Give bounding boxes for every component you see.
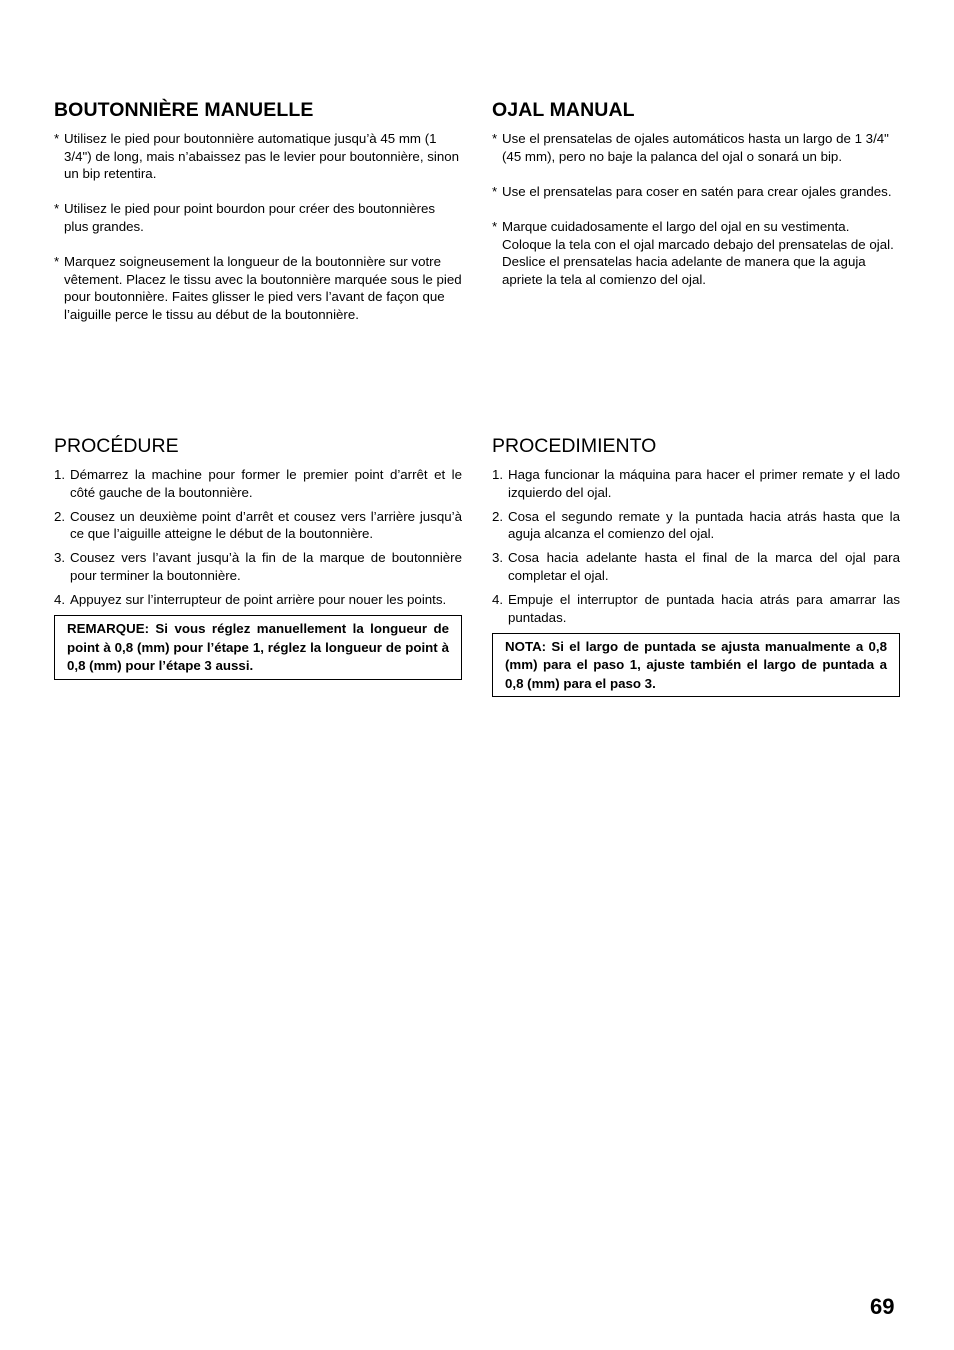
- step-number: 1.: [54, 467, 66, 482]
- step-number: 3.: [492, 550, 504, 566]
- french-bullet-list: [54, 130, 462, 324]
- bullet-item: [492, 218, 900, 288]
- step-text: Cousez un deuxième point d’arrêt et cousez vers l’arrière jusqu’à ce que l’aiguille atteigne le début de la boutonnière.: [70, 508, 462, 542]
- note-box-french: REMARQUE: Si vous réglez manuellement la longueur de point à 0,8 (mm) pour l’étape 1, réglez la longueur de point à 0,8 (mm) pour l’étape 3 aussi.: [54, 615, 462, 680]
- step-number: 2.: [492, 508, 504, 524]
- french-step-list: [54, 466, 462, 609]
- note-box-spanish: NOTA: Si el largo de puntada se ajusta manualmente a 0,8 (mm) para el paso 1, ajuste también el largo de puntada a 0,8 (mm) para el paso 3.: [492, 633, 900, 698]
- step-number: 2.: [54, 508, 66, 524]
- spanish-bullet-list: [492, 130, 900, 288]
- step-item: [492, 549, 900, 584]
- step-item: [54, 466, 462, 501]
- step-item: [492, 591, 900, 626]
- section-title-french: BOUTONNIÈRE MANUELLE: [54, 99, 314, 121]
- french-section: [54, 98, 462, 122]
- step-number: 1.: [492, 467, 504, 482]
- bullet-marker: *: [492, 183, 498, 199]
- bullet-text: Marque cuidadosamente el largo del ojal en su vestimenta. Coloque la tela con el ojal marcado debajo del prensatelas de ojal. Deslice el prensatelas hacia adelante de manera que la aguja apriete la tela al comienzo del ojal.: [502, 218, 894, 287]
- step-item: [54, 591, 462, 609]
- step-item: [492, 508, 900, 543]
- bullet-marker: *: [492, 131, 498, 146]
- step-text: Cosa hacia adelante hasta el final de la marca del ojal para completar el ojal.: [508, 550, 900, 583]
- bullet-item: [54, 130, 462, 183]
- spanish-procedure: [492, 434, 900, 697]
- spanish-section: [492, 98, 900, 122]
- step-text: Appuyez sur l’interrupteur de point arrière pour nouer les points.: [70, 592, 447, 608]
- page-number: 69: [870, 1294, 895, 1319]
- step-number: 3.: [54, 550, 66, 566]
- bullet-marker: *: [54, 131, 60, 146]
- step-text: Empuje el interruptor de puntada hacia atrás para amarrar las puntadas.: [508, 592, 900, 625]
- step-text: Haga funcionar la máquina para hacer el primer remate y el lado izquierdo del ojal.: [508, 467, 900, 500]
- bullet-item: [54, 253, 462, 323]
- step-text: Démarrez la machine pour former le premier point d’arrêt et le côté gauche de la boutonnière.: [70, 467, 462, 500]
- step-number: 4.: [54, 592, 66, 608]
- step-text: Cousez vers l’avant jusqu’à la fin de la marque de boutonnière pour terminer la boutonnière.: [70, 550, 462, 583]
- bullet-marker: *: [54, 254, 60, 270]
- bullet-text: Utilisez le pied pour point bourdon pour créer des boutonnières plus grandes.: [64, 201, 436, 234]
- procedure-title-french: PROCÉDURE: [54, 435, 179, 457]
- step-item: [54, 508, 462, 543]
- french-procedure: [54, 434, 462, 680]
- step-item: [492, 466, 900, 501]
- bullet-marker: *: [492, 218, 498, 234]
- section-title-spanish: OJAL MANUAL: [492, 99, 635, 121]
- spanish-step-list: [492, 466, 900, 626]
- bullet-item: [54, 200, 462, 235]
- bullet-marker: *: [54, 201, 60, 217]
- bullet-text: Marquez soigneusement la longueur de la boutonnière sur votre vêtement. Placez le tissu avec la boutonnière marquée sous le pied pour boutonnière. Faites glisser le pied vers l’avant de façon que l’aiguille perce le tissu au début de la boutonnière.: [64, 254, 462, 322]
- step-text: Cosa el segundo remate y la puntada hacia atrás hasta que la aguja alcanza el comienzo del ojal.: [508, 508, 900, 542]
- bullet-text: Utilisez le pied pour boutonnière automatique jusqu’à 45 mm (1 3/4") de long, mais n’abaissez pas le levier pour boutonnière, sinon un bip retentira.: [64, 131, 459, 182]
- bullet-text: Use el prensatelas de ojales automáticos hasta un largo de 1 3/4" (45 mm), pero no baje la palanca del ojal o sonará un bip.: [502, 131, 889, 164]
- procedure-title-spanish: PROCEDIMIENTO: [492, 435, 657, 457]
- step-item: [54, 549, 462, 584]
- step-number: 4.: [492, 592, 504, 608]
- bullet-item: [492, 130, 900, 165]
- bullet-text: Use el prensatelas para coser en satén para crear ojales grandes.: [502, 183, 892, 199]
- bullet-item: [492, 183, 900, 201]
